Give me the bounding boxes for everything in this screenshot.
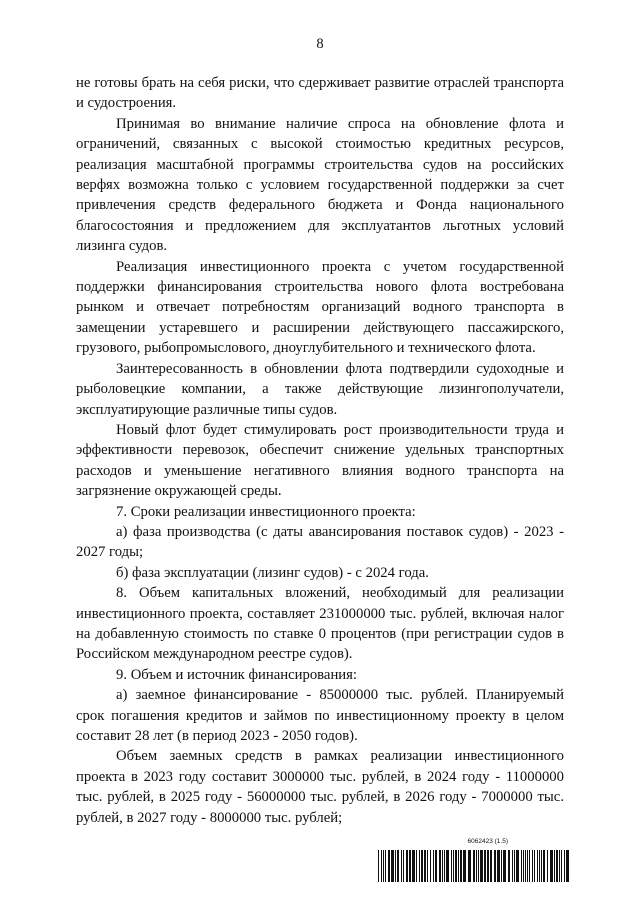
paragraph: 7. Сроки реализации инвестиционного проекта: bbox=[116, 503, 416, 520]
barcode-bar bbox=[547, 850, 548, 882]
paragraph: а) заемное финансирование - 85000000 тыс. рублей. Планируемый срок погашения кредитов и займов по инвестиционному проекту в целом составит 28 лет (в период 2023 - 2050 годов). bbox=[76, 687, 564, 744]
barcode-bar bbox=[442, 850, 443, 882]
barcode-bar bbox=[487, 850, 489, 882]
barcode-bar bbox=[460, 850, 462, 882]
barcode-bar bbox=[534, 850, 535, 882]
barcode-bar bbox=[561, 850, 562, 882]
barcode-bar bbox=[378, 850, 379, 882]
barcode-bar bbox=[539, 850, 540, 882]
barcode-bar bbox=[385, 850, 386, 882]
barcode-bar bbox=[512, 850, 513, 882]
barcode-bar bbox=[508, 850, 510, 882]
barcode-bar bbox=[433, 850, 434, 882]
barcode-bar bbox=[421, 850, 423, 882]
paragraph: 8. Объем капитальных вложений, необходимый для реализации инвестиционного проекта, составляет 231000000 тыс. рублей, включая налог на добавленную стоимость по ставке 0 процентов (при регистрации судов в Российском международном реестре судов). bbox=[76, 585, 564, 663]
barcode-bar bbox=[401, 850, 402, 882]
barcode-bar bbox=[503, 850, 506, 882]
paragraph: Объем заемных средств в рамках реализации инвестиционного проекта в 2023 году составит 3000000 тыс. рублей, в 2024 году - 11000000 тыс. рублей, в 2025 году - 56000000 тыс. рублей, в 2026 году - 7000000 тыс. рублей, в 2027 году - 8000000 тыс. рублей; bbox=[76, 748, 564, 826]
paragraph: Принимая во внимание наличие спроса на обновление флота и ограничений, связанных с высокой стоимостью кредитных ресурсов, реализация масштабной программы строительства судов на российских верфях возможна только с условием государственной поддержки за счет привлечения средств федерального бюджета и Фонда национального благосостояния и предложением для эксплуатантов льготных условий лизинга судов. bbox=[76, 115, 564, 255]
barcode-bar bbox=[537, 850, 538, 882]
barcode-bar bbox=[559, 850, 560, 882]
barcode-bar bbox=[427, 850, 428, 882]
barcode-bar bbox=[543, 850, 545, 882]
barcode-bar bbox=[514, 850, 515, 882]
barcode-bar bbox=[523, 850, 524, 882]
barcode-bar bbox=[397, 850, 399, 882]
barcode-bar bbox=[564, 850, 565, 882]
barcode-bar bbox=[566, 850, 569, 882]
barcode-bar bbox=[439, 850, 441, 882]
barcode-bar bbox=[391, 850, 394, 882]
paragraph: 9. Объем и источник финансирования: bbox=[116, 666, 357, 683]
barcode-bar bbox=[525, 850, 526, 882]
barcode-bar bbox=[484, 850, 486, 882]
barcode-caption: 6062423 (1.5) bbox=[467, 838, 508, 845]
barcode-bar bbox=[419, 850, 420, 882]
page-number: 8 bbox=[316, 36, 324, 52]
paragraph: Новый флот будет стимулировать рост производительности труда и эффективности перевозок, обеспечит снижение удельных транспортных расходов и уменьшение негативного влияния водного транспорта на загрязнение окружающей среды. bbox=[76, 421, 564, 500]
paragraph: а) фаза производства (с даты авансирования поставок судов) - 2023 - 2027 годы; bbox=[76, 523, 564, 561]
barcode-bar bbox=[455, 850, 457, 882]
barcode-bar bbox=[490, 850, 492, 882]
barcode-bar bbox=[541, 850, 542, 882]
barcode-bar bbox=[435, 850, 437, 882]
barcode-bar bbox=[424, 850, 426, 882]
barcode-bar bbox=[463, 850, 466, 882]
barcode-bar bbox=[554, 850, 555, 882]
barcode-bar bbox=[478, 850, 479, 882]
barcode-bar bbox=[444, 850, 445, 882]
barcode-bar bbox=[556, 850, 558, 882]
barcode-bar bbox=[383, 850, 384, 882]
barcode-bar bbox=[381, 850, 382, 882]
paragraph: Заинтересованность в обновлении флота подтвердили судоходные и рыболовецкие компании, а также действующие лизингополучатели, эксплуатирующие различные типы судов. bbox=[76, 360, 564, 418]
barcode-bar bbox=[468, 850, 471, 882]
barcode-bar bbox=[480, 850, 483, 882]
barcode-bar bbox=[521, 850, 522, 882]
barcode-bar bbox=[532, 850, 533, 882]
barcode-bar bbox=[403, 850, 404, 882]
barcode-bar bbox=[458, 850, 459, 882]
barcode-bar bbox=[529, 850, 530, 882]
barcode-bar bbox=[430, 850, 431, 882]
barcode-bar bbox=[412, 850, 415, 882]
barcode-bar bbox=[388, 850, 390, 882]
barcode-bar bbox=[527, 850, 528, 882]
barcode-bar bbox=[473, 850, 475, 882]
barcode-bar bbox=[409, 850, 411, 882]
barcode-block bbox=[378, 838, 570, 884]
barcode-image bbox=[378, 850, 570, 882]
barcode-bar bbox=[550, 850, 553, 882]
paragraph: б) фаза эксплуатации (лизинг судов) - с 2024 года. bbox=[116, 564, 429, 581]
paragraph: не готовы брать на себя риски, что сдерживает развитие отраслей транспорта и судостроения. bbox=[76, 75, 564, 112]
barcode-bar bbox=[451, 850, 452, 882]
paragraph: Реализация инвестиционного проекта с учетом государственной поддержки финансирования строительства нового флота востребована рынком и отвечает потребностям организаций водного транспорта в замещении устаревшего и расширении действующего пассажирского, грузового, рыбопромыслового, дноуглубительного и технического флота. bbox=[76, 258, 564, 357]
barcode-bar bbox=[501, 850, 502, 882]
document-body bbox=[76, 73, 564, 828]
barcode-bar bbox=[416, 850, 417, 882]
barcode-bar bbox=[494, 850, 496, 882]
barcode-bar bbox=[516, 850, 519, 882]
barcode-bar bbox=[453, 850, 454, 882]
barcode-bar bbox=[476, 850, 477, 882]
barcode-bar bbox=[446, 850, 449, 882]
barcode-bar bbox=[406, 850, 408, 882]
barcode-bar bbox=[395, 850, 396, 882]
barcode-bar bbox=[497, 850, 500, 882]
